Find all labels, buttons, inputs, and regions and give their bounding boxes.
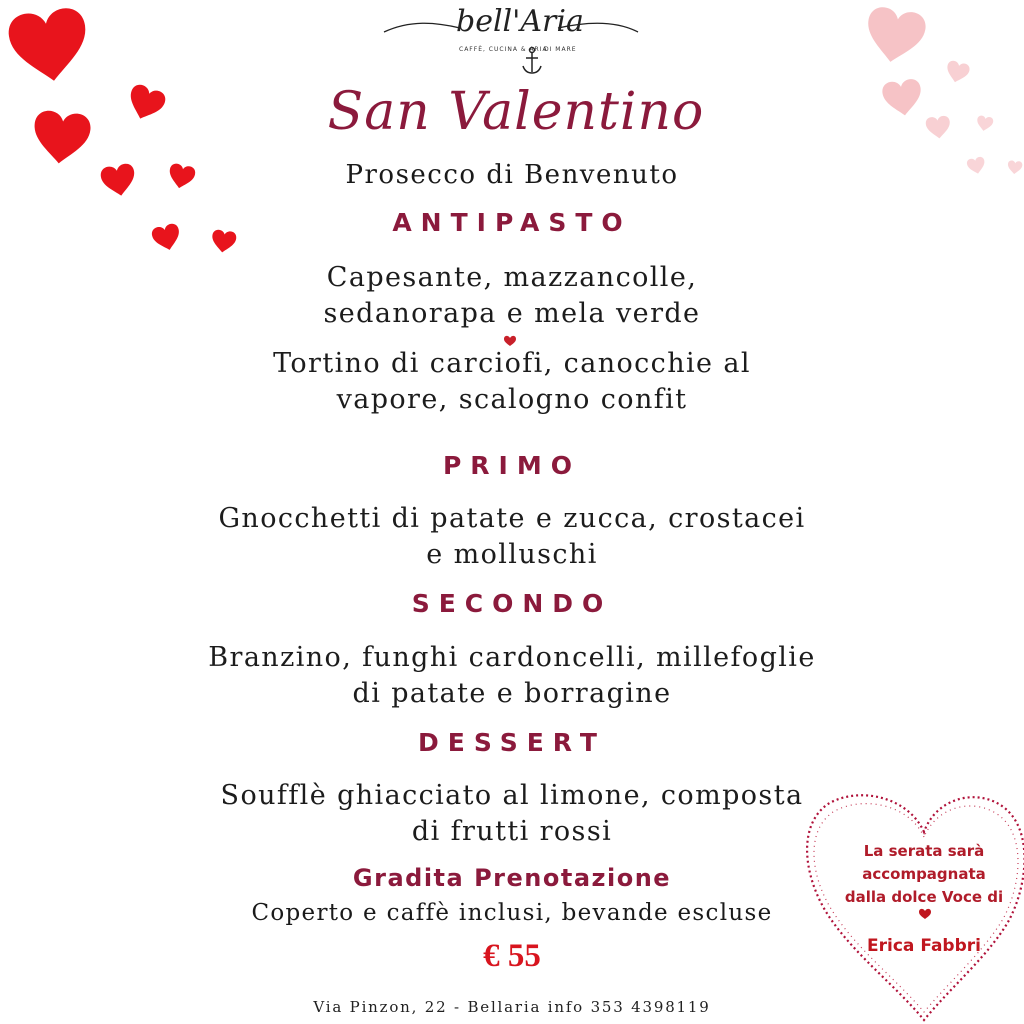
- section-heading-secondo: SECONDO: [411, 589, 613, 618]
- logo-tagline: CAFFÈ, CUCINA & ARIA: [459, 46, 548, 53]
- heart-icon: [6, 6, 92, 86]
- music-line: La serata sarà: [863, 842, 985, 860]
- dish-line: Soufflè ghiacciato al limone, composta: [220, 780, 804, 811]
- logo-name: bell'Aria: [456, 4, 584, 39]
- welcome-drink: Prosecco di Benvenuto: [345, 160, 679, 190]
- section-heading-dessert: DESSERT: [418, 728, 606, 757]
- dish-line: Branzino, funghi cardoncelli, millefoglie: [208, 642, 816, 673]
- primo-dish: [0, 501, 1024, 573]
- footer-contact: Via Pinzon, 22 - Bellaria info 353 4398119: [313, 998, 711, 1016]
- price: € 55: [483, 938, 541, 974]
- dish-line: sedanorapa e mela verde: [323, 298, 701, 329]
- dish-line: di frutti rossi: [411, 816, 613, 847]
- logo-tagline-2: DI MARE: [544, 46, 577, 53]
- section-heading-antipasto: ANTIPASTO: [392, 208, 632, 237]
- music-announcement: [826, 840, 1022, 909]
- dish-line: Capesante, mazzancolle,: [326, 262, 698, 293]
- brand-logo: [380, 6, 642, 76]
- antipasto-dish-1: [0, 260, 1024, 332]
- antipasto-dish-2: [0, 346, 1024, 418]
- dish-line: Tortino di carciofi, canocchie al: [273, 348, 751, 379]
- page-title: San Valentino: [327, 82, 705, 142]
- section-heading-primo: PRIMO: [442, 451, 581, 480]
- music-line: dalla dolce Voce di: [844, 888, 1004, 906]
- cover-note: Coperto e caffè inclusi, bevande escluse: [251, 900, 773, 926]
- secondo-dish: [0, 640, 1024, 712]
- dish-line: vapore, scalogno confit: [336, 384, 688, 415]
- booking-label: Gradita Prenotazione: [352, 864, 672, 892]
- dish-line: di patate e borragine: [352, 678, 672, 709]
- singer-name: Erica Fabbri: [867, 936, 981, 956]
- small-heart-icon: [918, 908, 932, 920]
- heart-icon: [862, 5, 928, 67]
- dish-line: e molluschi: [426, 539, 598, 570]
- dish-line: Gnocchetti di patate e zucca, crostacei: [218, 503, 806, 534]
- music-line: accompagnata: [862, 865, 986, 883]
- music-heart-badge: [800, 788, 1024, 1024]
